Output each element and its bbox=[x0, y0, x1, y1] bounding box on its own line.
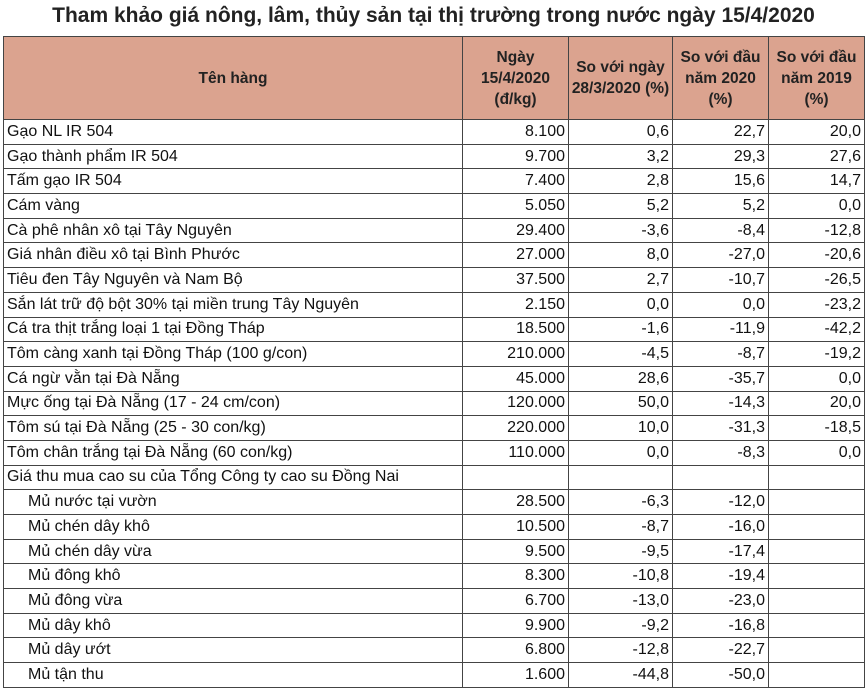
change-vs-28-3-cell: 0,0 bbox=[569, 292, 673, 317]
change-vs-28-3-cell: 50,0 bbox=[569, 391, 673, 416]
price-cell: 29.400 bbox=[463, 218, 569, 243]
change-vs-28-3-cell: 28,6 bbox=[569, 366, 673, 391]
change-vs-2020-cell: -16,8 bbox=[673, 613, 769, 638]
page-title: Tham khảo giá nông, lâm, thủy sản tại thị trường trong nước ngày 15/4/2020 bbox=[52, 4, 815, 27]
price-cell: 6.800 bbox=[463, 638, 569, 663]
header-vs-start-2019: So với đầu năm 2019 (%) bbox=[769, 37, 865, 120]
change-vs-2020-cell: -17,4 bbox=[673, 539, 769, 564]
table-row bbox=[4, 144, 865, 169]
change-vs-2020-cell: 22,7 bbox=[673, 120, 769, 145]
change-vs-2019-cell: 14,7 bbox=[769, 169, 865, 194]
product-name-cell: Giá thu mua cao su của Tổng Công ty cao su Đồng Nai bbox=[4, 465, 463, 490]
change-vs-28-3-cell: -12,8 bbox=[569, 638, 673, 663]
product-name-cell: Mủ nước tại vườn bbox=[4, 490, 463, 515]
change-vs-2020-cell: -14,3 bbox=[673, 391, 769, 416]
change-vs-2020-cell: -22,7 bbox=[673, 638, 769, 663]
change-vs-2020-cell: -27,0 bbox=[673, 243, 769, 268]
price-cell: 1.600 bbox=[463, 663, 569, 688]
table-row bbox=[4, 440, 865, 465]
change-vs-2019-cell bbox=[769, 564, 865, 589]
product-name-cell: Cá ngừ vằn tại Đà Nẵng bbox=[4, 366, 463, 391]
change-vs-28-3-cell: -1,6 bbox=[569, 317, 673, 342]
product-name-cell: Mủ chén dây vừa bbox=[4, 539, 463, 564]
change-vs-2019-cell: -19,2 bbox=[769, 342, 865, 367]
change-vs-2020-cell: -50,0 bbox=[673, 663, 769, 688]
table-row bbox=[4, 317, 865, 342]
change-vs-2019-cell: -42,2 bbox=[769, 317, 865, 342]
change-vs-2020-cell: -35,7 bbox=[673, 366, 769, 391]
price-cell bbox=[463, 465, 569, 490]
change-vs-2019-cell: 0,0 bbox=[769, 366, 865, 391]
change-vs-2020-cell: 5,2 bbox=[673, 194, 769, 219]
price-cell: 110.000 bbox=[463, 440, 569, 465]
header-row bbox=[4, 37, 865, 120]
change-vs-28-3-cell: -3,6 bbox=[569, 218, 673, 243]
change-vs-2020-cell: -8,3 bbox=[673, 440, 769, 465]
price-cell: 2.150 bbox=[463, 292, 569, 317]
product-name-cell: Mực ống tại Đà Nẵng (17 - 24 cm/con) bbox=[4, 391, 463, 416]
price-cell: 27.000 bbox=[463, 243, 569, 268]
table-body bbox=[4, 120, 865, 688]
change-vs-28-3-cell: -9,5 bbox=[569, 539, 673, 564]
change-vs-2019-cell bbox=[769, 663, 865, 688]
change-vs-28-3-cell: -10,8 bbox=[569, 564, 673, 589]
table-row bbox=[4, 515, 865, 540]
price-cell: 10.500 bbox=[463, 515, 569, 540]
price-cell: 9.900 bbox=[463, 613, 569, 638]
table-row bbox=[4, 663, 865, 688]
change-vs-28-3-cell: 0,0 bbox=[569, 440, 673, 465]
change-vs-2019-cell: -12,8 bbox=[769, 218, 865, 243]
price-cell: 6.700 bbox=[463, 589, 569, 614]
change-vs-2020-cell: -11,9 bbox=[673, 317, 769, 342]
header-vs-start-2020: So với đầu năm 2020 (%) bbox=[673, 37, 769, 120]
table-row bbox=[4, 391, 865, 416]
price-table bbox=[3, 36, 865, 688]
product-name-cell: Mủ chén dây khô bbox=[4, 515, 463, 540]
change-vs-2019-cell bbox=[769, 589, 865, 614]
change-vs-2020-cell: 29,3 bbox=[673, 144, 769, 169]
product-name-cell: Tôm sú tại Đà Nẵng (25 - 30 con/kg) bbox=[4, 416, 463, 441]
table-row bbox=[4, 564, 865, 589]
change-vs-2020-cell: 0,0 bbox=[673, 292, 769, 317]
product-name-cell: Mủ dây khô bbox=[4, 613, 463, 638]
product-name-cell: Gạo thành phẩm IR 504 bbox=[4, 144, 463, 169]
change-vs-28-3-cell: -44,8 bbox=[569, 663, 673, 688]
change-vs-2019-cell bbox=[769, 490, 865, 515]
price-cell: 9.500 bbox=[463, 539, 569, 564]
product-name-cell: Sắn lát trữ độ bột 30% tại miền trung Tây Nguyên bbox=[4, 292, 463, 317]
change-vs-2019-cell bbox=[769, 515, 865, 540]
table-row bbox=[4, 638, 865, 663]
change-vs-28-3-cell: 2,7 bbox=[569, 268, 673, 293]
change-vs-2019-cell: 0,0 bbox=[769, 440, 865, 465]
change-vs-2019-cell bbox=[769, 638, 865, 663]
product-name-cell: Tấm gạo IR 504 bbox=[4, 169, 463, 194]
change-vs-2020-cell: -19,4 bbox=[673, 564, 769, 589]
price-cell: 45.000 bbox=[463, 366, 569, 391]
change-vs-2019-cell: 0,0 bbox=[769, 194, 865, 219]
change-vs-2020-cell: -12,0 bbox=[673, 490, 769, 515]
change-vs-2019-cell: -26,5 bbox=[769, 268, 865, 293]
product-name-cell: Mủ đông vừa bbox=[4, 589, 463, 614]
table-row bbox=[4, 366, 865, 391]
table-row bbox=[4, 490, 865, 515]
change-vs-2019-cell: -20,6 bbox=[769, 243, 865, 268]
change-vs-2019-cell: -23,2 bbox=[769, 292, 865, 317]
product-name-cell: Cà phê nhân xô tại Tây Nguyên bbox=[4, 218, 463, 243]
header-product-name: Tên hàng bbox=[4, 37, 463, 120]
price-cell: 8.100 bbox=[463, 120, 569, 145]
change-vs-28-3-cell: -6,3 bbox=[569, 490, 673, 515]
change-vs-28-3-cell: 10,0 bbox=[569, 416, 673, 441]
change-vs-2020-cell: -23,0 bbox=[673, 589, 769, 614]
price-cell: 8.300 bbox=[463, 564, 569, 589]
change-vs-2020-cell: -10,7 bbox=[673, 268, 769, 293]
price-cell: 18.500 bbox=[463, 317, 569, 342]
change-vs-28-3-cell: -9,2 bbox=[569, 613, 673, 638]
product-name-cell: Tôm càng xanh tại Đồng Tháp (100 g/con) bbox=[4, 342, 463, 367]
table-row bbox=[4, 194, 865, 219]
change-vs-2020-cell: -31,3 bbox=[673, 416, 769, 441]
price-cell: 9.700 bbox=[463, 144, 569, 169]
table-row bbox=[4, 268, 865, 293]
table-row bbox=[4, 342, 865, 367]
change-vs-2019-cell bbox=[769, 465, 865, 490]
table-row bbox=[4, 243, 865, 268]
product-name-cell: Mủ đông khô bbox=[4, 564, 463, 589]
change-vs-28-3-cell: -8,7 bbox=[569, 515, 673, 540]
change-vs-28-3-cell: 5,2 bbox=[569, 194, 673, 219]
product-name-cell: Giá nhân điều xô tại Bình Phước bbox=[4, 243, 463, 268]
table-header bbox=[4, 37, 865, 120]
change-vs-2019-cell bbox=[769, 613, 865, 638]
change-vs-2020-cell: -16,0 bbox=[673, 515, 769, 540]
table-row bbox=[4, 539, 865, 564]
table-group-row bbox=[4, 465, 865, 490]
change-vs-28-3-cell: 3,2 bbox=[569, 144, 673, 169]
change-vs-28-3-cell: 8,0 bbox=[569, 243, 673, 268]
table-row bbox=[4, 169, 865, 194]
change-vs-28-3-cell: -13,0 bbox=[569, 589, 673, 614]
change-vs-28-3-cell: 2,8 bbox=[569, 169, 673, 194]
change-vs-28-3-cell bbox=[569, 465, 673, 490]
price-cell: 220.000 bbox=[463, 416, 569, 441]
price-cell: 210.000 bbox=[463, 342, 569, 367]
product-name-cell: Cá tra thịt trắng loại 1 tại Đồng Tháp bbox=[4, 317, 463, 342]
table-row bbox=[4, 589, 865, 614]
price-cell: 7.400 bbox=[463, 169, 569, 194]
product-name-cell: Cám vàng bbox=[4, 194, 463, 219]
change-vs-2019-cell bbox=[769, 539, 865, 564]
table-row bbox=[4, 120, 865, 145]
change-vs-2020-cell: -8,7 bbox=[673, 342, 769, 367]
product-name-cell: Mủ dây ướt bbox=[4, 638, 463, 663]
product-name-cell: Tôm chân trắng tại Đà Nẵng (60 con/kg) bbox=[4, 440, 463, 465]
table-row bbox=[4, 613, 865, 638]
change-vs-2019-cell: 20,0 bbox=[769, 120, 865, 145]
change-vs-2019-cell: 20,0 bbox=[769, 391, 865, 416]
table-row bbox=[4, 292, 865, 317]
product-name-cell: Gạo NL IR 504 bbox=[4, 120, 463, 145]
header-price: Ngày 15/4/2020 (đ/kg) bbox=[463, 37, 569, 120]
change-vs-2019-cell: -18,5 bbox=[769, 416, 865, 441]
header-vs-28-3: So với ngày 28/3/2020 (%) bbox=[569, 37, 673, 120]
change-vs-2020-cell: 15,6 bbox=[673, 169, 769, 194]
change-vs-28-3-cell: -4,5 bbox=[569, 342, 673, 367]
change-vs-2020-cell bbox=[673, 465, 769, 490]
price-cell: 5.050 bbox=[463, 194, 569, 219]
product-name-cell: Mủ tận thu bbox=[4, 663, 463, 688]
table-row bbox=[4, 416, 865, 441]
price-cell: 37.500 bbox=[463, 268, 569, 293]
product-name-cell: Tiêu đen Tây Nguyên và Nam Bộ bbox=[4, 268, 463, 293]
price-cell: 120.000 bbox=[463, 391, 569, 416]
change-vs-28-3-cell: 0,6 bbox=[569, 120, 673, 145]
change-vs-2020-cell: -8,4 bbox=[673, 218, 769, 243]
table-row bbox=[4, 218, 865, 243]
price-cell: 28.500 bbox=[463, 490, 569, 515]
change-vs-2019-cell: 27,6 bbox=[769, 144, 865, 169]
